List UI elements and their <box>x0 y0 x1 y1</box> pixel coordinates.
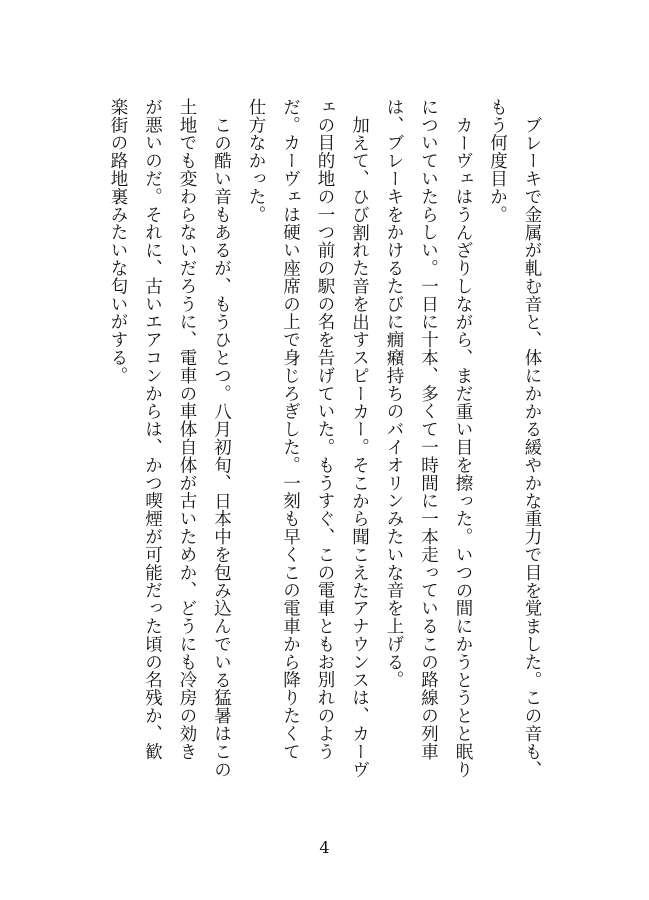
vertical-text-body <box>79 98 549 778</box>
paragraph-1: ブレーキで金属が軋む音と、体にかかる緩やかな重力で目を覚ました。この音も、もう何度目か。 <box>487 98 542 778</box>
paragraph-2: カーヴェはうんざりしながら、まだ重い目を擦った。いつの間にかうとうとと眠りについていたらしい。一日に十本、多くて一時間に一本走っているこの路線の列車は、ブレーキをかけるたびに癇癪持ちのバイオリンみたいな音を上げる。 <box>384 98 473 778</box>
page-number: 4 <box>319 838 330 857</box>
paragraph-3: 加えて、ひび割れた音を出すスピーカー。そこから聞こえたアナウンスは、カーヴェの目的地の一つ前の駅の名を告げていた。もうすぐ、この電車ともお別れのようだ。カーヴェは硬い座席の上で身じろぎした。一刻も早くこの電車から降りたくて仕方なかった。 <box>246 98 370 778</box>
paragraph-4: この酷い音もあるが、もうひとつ。八月初旬、日本中を包み込んでいる猛暑はこの土地でも変わらないだろうに、電車の車体自体が古いためか、どうにも冷房の効きが悪いのだ。それに、古いエアコンからは、かつ喫煙が可能だった頃の名残か、歓楽街の路地裏みたいな匂いがする。 <box>108 98 232 778</box>
